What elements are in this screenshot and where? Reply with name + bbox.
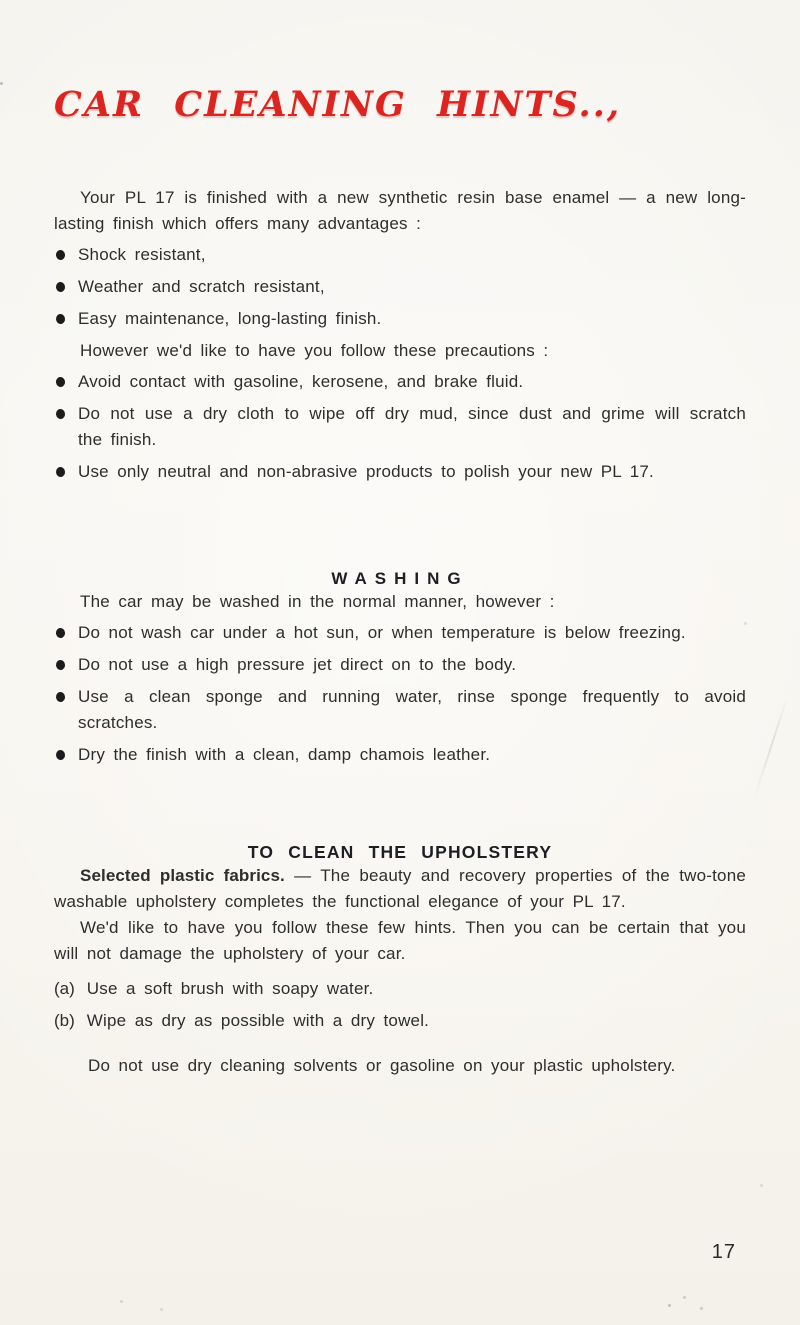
bullet-icon xyxy=(55,249,65,260)
intro-bullet-list xyxy=(54,242,746,332)
scan-specks xyxy=(0,82,3,85)
item-label: (a) xyxy=(54,979,75,998)
bullet-text: Weather and scratch resistant, xyxy=(78,277,325,296)
list-item xyxy=(54,306,746,332)
list-item xyxy=(54,242,746,268)
list-item xyxy=(54,369,746,395)
bullet-text: Easy maintenance, long-lasting finish. xyxy=(78,309,382,328)
bullet-icon xyxy=(55,749,65,760)
bullet-icon xyxy=(55,408,65,419)
list-item xyxy=(54,459,746,485)
list-item xyxy=(54,684,746,736)
page-number: 17 xyxy=(711,1241,736,1263)
list-item xyxy=(54,620,746,646)
bullet-text: Do not use a high pressure jet direct on to the body. xyxy=(78,655,517,674)
bullet-text: Shock resistant, xyxy=(78,245,206,264)
bullet-icon xyxy=(55,376,65,387)
bullet-icon xyxy=(55,313,65,324)
bullet-text: Avoid contact with gasoline, kerosene, and brake fluid. xyxy=(78,372,524,391)
bullet-icon xyxy=(55,466,65,477)
upholstery-note: Do not use dry cleaning solvents or gasoline on your plastic upholstery. xyxy=(88,1056,676,1075)
manual-page xyxy=(0,82,800,1325)
bullet-icon xyxy=(55,659,65,670)
list-item xyxy=(54,976,746,1002)
bullet-icon xyxy=(55,691,65,702)
upholstery-lead-rest: — The beauty and recovery properties of the two-tone washable upholstery completes the functional elegance of your PL 17. xyxy=(54,866,747,911)
item-text: Wipe as dry as possible with a dry towel. xyxy=(86,1011,430,1030)
bullet-text: Use a clean sponge and running water, rinse sponge frequently to avoid scratches. xyxy=(78,687,746,732)
item-label: (b) xyxy=(54,1011,75,1030)
bullet-text: Use only neutral and non-abrasive products to polish your new PL 17. xyxy=(78,462,654,481)
list-item xyxy=(54,274,746,300)
upholstery-lettered-list xyxy=(54,976,746,1034)
washing-heading: WASHING xyxy=(331,569,469,588)
precautions-bullet-list xyxy=(54,369,746,485)
page-title: CAR CLEANING HINTS.., xyxy=(54,84,622,125)
upholstery-heading: TO CLEAN THE UPHOLSTERY xyxy=(247,842,553,862)
item-text: Use a soft brush with soapy water. xyxy=(86,979,374,998)
bullet-icon xyxy=(55,627,65,638)
bullet-icon xyxy=(55,281,65,292)
bullet-text: Dry the finish with a clean, damp chamois leather. xyxy=(78,745,491,764)
washing-bullet-list xyxy=(54,620,746,768)
upholstery-paragraph-2: We'd like to have you follow these few hints. Then you can be certain that you will not damage the upholstery of your car. xyxy=(54,918,746,963)
list-item xyxy=(54,652,746,678)
list-item xyxy=(54,401,746,453)
paper-crease xyxy=(753,694,789,799)
precautions-paragraph: However we'd like to have you follow these precautions : xyxy=(80,341,549,360)
list-item xyxy=(54,742,746,768)
list-item xyxy=(54,1008,746,1034)
bullet-text: Do not wash car under a hot sun, or when temperature is below freezing. xyxy=(78,623,686,642)
bullet-text: Do not use a dry cloth to wipe off dry mud, since dust and grime will scratch the finish. xyxy=(78,404,746,449)
intro-paragraph: Your PL 17 is finished with a new synthetic resin base enamel — a new long-lasting finish which offers many advantages : xyxy=(54,188,746,233)
upholstery-lead-bold: Selected plastic fabrics. xyxy=(80,866,285,885)
washing-paragraph: The car may be washed in the normal manner, however : xyxy=(80,592,555,611)
upholstery-lead-paragraph xyxy=(54,863,746,915)
